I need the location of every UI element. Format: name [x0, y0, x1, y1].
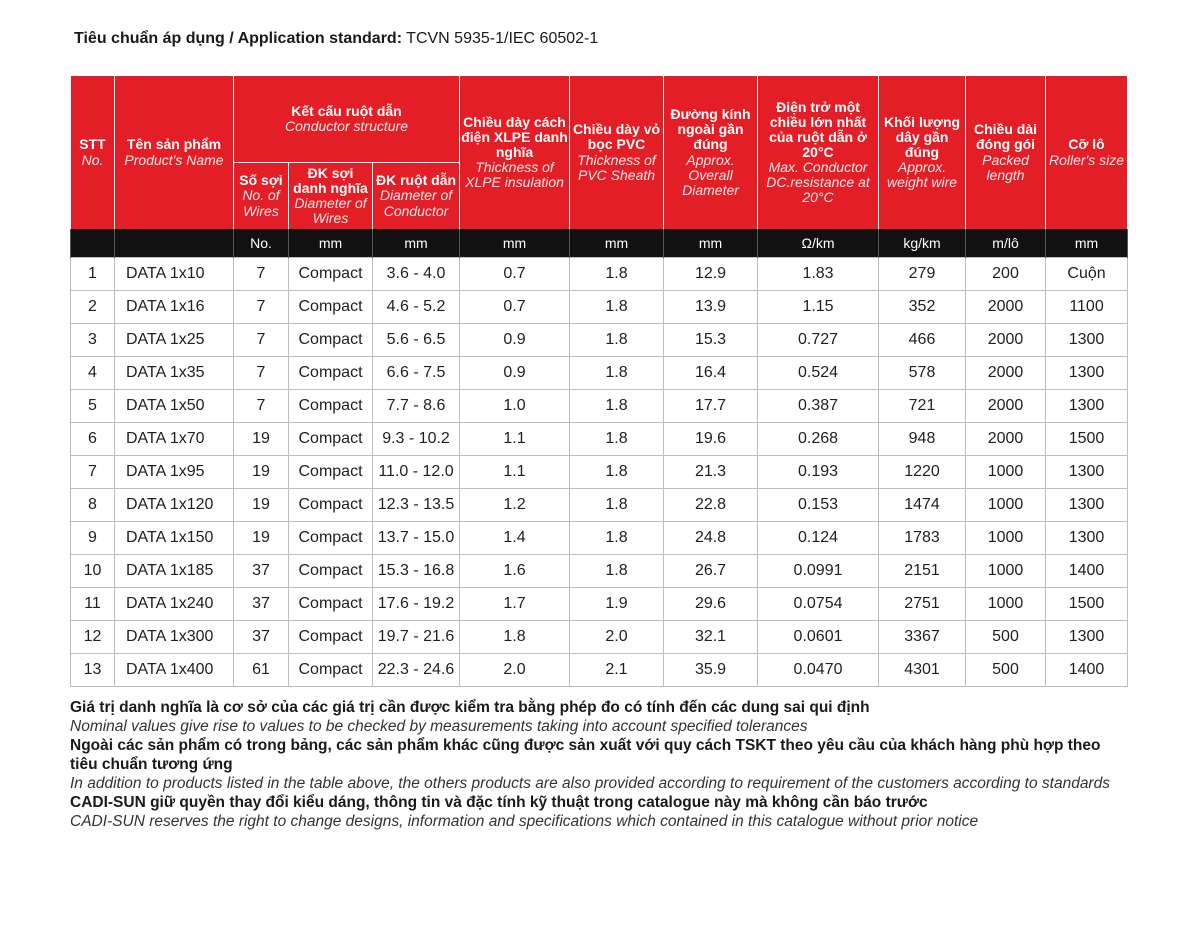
table-cell: 279 [879, 258, 966, 291]
table-cell: Compact [289, 522, 373, 555]
table-cell: 2751 [879, 588, 966, 621]
table-cell: 7 [234, 324, 289, 357]
table-cell: 500 [966, 654, 1046, 687]
product-name-cell: DATA 1x70 [115, 423, 234, 456]
table-cell: 4301 [879, 654, 966, 687]
table-cell: 1.8 [570, 555, 664, 588]
table-cell: 1.15 [758, 291, 879, 324]
table-cell: 2000 [966, 324, 1046, 357]
table-cell: Compact [289, 588, 373, 621]
product-name-cell: DATA 1x185 [115, 555, 234, 588]
product-name-cell: DATA 1x150 [115, 522, 234, 555]
table-cell: 6.6 - 7.5 [373, 357, 460, 390]
table-cell: 1.9 [570, 588, 664, 621]
table-cell: 4 [71, 357, 115, 390]
table-cell: 17.6 - 19.2 [373, 588, 460, 621]
product-name-cell: DATA 1x400 [115, 654, 234, 687]
product-name-cell: DATA 1x300 [115, 621, 234, 654]
table-cell: 1300 [1046, 489, 1128, 522]
product-name-cell: DATA 1x35 [115, 357, 234, 390]
col-length-header: Chiều dài đóng gói Packed length [966, 76, 1046, 229]
table-cell: 15.3 [664, 324, 758, 357]
col-insulation-header: Chiều dày cách điện XLPE danh nghĩa Thickness of XLPE insulation [460, 76, 570, 229]
table-cell: 29.6 [664, 588, 758, 621]
table-cell: 1783 [879, 522, 966, 555]
note-vietnamese: CADI-SUN giữ quyền thay đổi kiểu dáng, thông tin và đặc tính kỹ thuật trong catalogue này mà không cần báo trước [70, 794, 928, 811]
table-cell: 1.83 [758, 258, 879, 291]
header-row-top [71, 76, 1128, 163]
table-cell: 37 [234, 588, 289, 621]
table-cell: 19 [234, 522, 289, 555]
table-row [71, 654, 1128, 687]
table-cell: 15.3 - 16.8 [373, 555, 460, 588]
table-cell: 5.6 - 6.5 [373, 324, 460, 357]
table-cell: 0.524 [758, 357, 879, 390]
footnotes [70, 698, 1130, 831]
table-row [71, 621, 1128, 654]
col-sheath-header: Chiều dày vỏ bọc PVC Thickness of PVC Sheath [570, 76, 664, 229]
table-cell: Cuộn [1046, 258, 1128, 291]
table-cell: 2.1 [570, 654, 664, 687]
table-cell: 5 [71, 390, 115, 423]
table-cell: 1000 [966, 588, 1046, 621]
table-cell: 0.9 [460, 357, 570, 390]
table-cell: 32.1 [664, 621, 758, 654]
table-cell: 1.1 [460, 456, 570, 489]
table-cell: 2.0 [460, 654, 570, 687]
application-standard [74, 30, 598, 48]
table-cell: 1500 [1046, 588, 1128, 621]
table-cell: 19.6 [664, 423, 758, 456]
table-cell: 11 [71, 588, 115, 621]
table-cell: 1.8 [570, 489, 664, 522]
table-cell: 12.3 - 13.5 [373, 489, 460, 522]
table-cell: 3.6 - 4.0 [373, 258, 460, 291]
table-cell: 0.0470 [758, 654, 879, 687]
table-cell: 37 [234, 621, 289, 654]
conductor-structure-header: Kết cấu ruột dẫn Conductor structure [234, 76, 460, 163]
table-row [71, 588, 1128, 621]
table-cell: 2000 [966, 357, 1046, 390]
table-cell: 1 [71, 258, 115, 291]
units-row [71, 229, 1128, 258]
table-cell: 1.6 [460, 555, 570, 588]
table-cell: 1000 [966, 555, 1046, 588]
note-vietnamese: Giá trị danh nghĩa là cơ sở của các giá trị cần được kiểm tra bằng phép đo có tính đến các dung sai qui định [70, 699, 870, 716]
table-cell: 1220 [879, 456, 966, 489]
table-cell: 7 [234, 291, 289, 324]
table-cell: 0.0991 [758, 555, 879, 588]
table-cell: 1.8 [570, 291, 664, 324]
note-vietnamese: Ngoài các sản phẩm có trong bảng, các sản phẩm khác cũng được sản xuất với quy cách TSKT theo yêu cầu của khách hàng phù hợp theo tiêu chuẩn tương ứng [70, 737, 1101, 773]
table-row [71, 357, 1128, 390]
product-name-cell: DATA 1x120 [115, 489, 234, 522]
table-cell: 1400 [1046, 654, 1128, 687]
table-cell: 9.3 - 10.2 [373, 423, 460, 456]
unit-cell: m/lô [966, 229, 1046, 258]
unit-cell: No. [234, 229, 289, 258]
col-name-header: Tên sản phẩm Product's Name [115, 76, 234, 229]
table-cell: 22.8 [664, 489, 758, 522]
table-cell: 0.387 [758, 390, 879, 423]
table-cell: 0.153 [758, 489, 879, 522]
table-cell: 13.9 [664, 291, 758, 324]
table-cell: Compact [289, 291, 373, 324]
table-cell: 1.1 [460, 423, 570, 456]
table-cell: 7 [234, 390, 289, 423]
col-stt-header: STT No. [71, 76, 115, 229]
table-cell: Compact [289, 555, 373, 588]
col-resistance-header: Điện trở một chiều lớn nhất của ruột dẫn ở 20°C Max. Conductor DC.resistance at 20°C [758, 76, 879, 229]
unit-cell: mm [289, 229, 373, 258]
table-row [71, 390, 1128, 423]
unit-cell: kg/km [879, 229, 966, 258]
table-cell: 1500 [1046, 423, 1128, 456]
table-cell: 1474 [879, 489, 966, 522]
table-cell: 0.9 [460, 324, 570, 357]
table-cell: Compact [289, 654, 373, 687]
table-row [71, 456, 1128, 489]
table-cell: 1300 [1046, 390, 1128, 423]
table-cell: 352 [879, 291, 966, 324]
table-cell: Compact [289, 357, 373, 390]
table-cell: 1300 [1046, 357, 1128, 390]
table-cell: 1.8 [570, 357, 664, 390]
table-cell: 1400 [1046, 555, 1128, 588]
table-cell: 2000 [966, 291, 1046, 324]
col-overall-diameter-header: Đường kính ngoài gần đúng Approx. Overall Diameter [664, 76, 758, 229]
table-cell: 1.8 [570, 390, 664, 423]
table-cell: 11.0 - 12.0 [373, 456, 460, 489]
table-row [71, 489, 1128, 522]
table-cell: 948 [879, 423, 966, 456]
table-body [71, 258, 1128, 687]
table-cell: 1.8 [460, 621, 570, 654]
table-cell: 8 [71, 489, 115, 522]
product-name-cell: DATA 1x95 [115, 456, 234, 489]
table-cell: 1.8 [570, 324, 664, 357]
table-cell: 2000 [966, 390, 1046, 423]
table-cell: 19 [234, 423, 289, 456]
col-roller-header: Cỡ lô Roller's size [1046, 76, 1128, 229]
unit-cell: mm [570, 229, 664, 258]
table-cell: Compact [289, 423, 373, 456]
standard-label: Tiêu chuẩn áp dụng / Application standard: [74, 30, 403, 47]
table-cell: 16.4 [664, 357, 758, 390]
table-cell: 19.7 - 21.6 [373, 621, 460, 654]
product-name-cell: DATA 1x10 [115, 258, 234, 291]
table-cell: 3367 [879, 621, 966, 654]
unit-cell: mm [460, 229, 570, 258]
product-name-cell: DATA 1x240 [115, 588, 234, 621]
table-cell: Compact [289, 258, 373, 291]
table-cell: 61 [234, 654, 289, 687]
table-cell: 1.8 [570, 423, 664, 456]
table-cell: 7.7 - 8.6 [373, 390, 460, 423]
table-cell: 1.8 [570, 258, 664, 291]
table-row [71, 258, 1128, 291]
table-cell: 500 [966, 621, 1046, 654]
table-cell: 17.7 [664, 390, 758, 423]
product-name-cell: DATA 1x50 [115, 390, 234, 423]
table-cell: 0.7 [460, 258, 570, 291]
table-cell: 2151 [879, 555, 966, 588]
table-cell: 1000 [966, 489, 1046, 522]
col-wire-diameter-header: ĐK sợi danh nghĩa Diameter of Wires [289, 163, 373, 230]
table-cell: 0.193 [758, 456, 879, 489]
table-cell: 3 [71, 324, 115, 357]
unit-cell [115, 229, 234, 258]
table-cell: 12.9 [664, 258, 758, 291]
table-cell: 1.4 [460, 522, 570, 555]
table-cell: 1.8 [570, 456, 664, 489]
table-row [71, 324, 1128, 357]
table-cell: 13.7 - 15.0 [373, 522, 460, 555]
table-row [71, 423, 1128, 456]
table-cell: 1.2 [460, 489, 570, 522]
table-cell: 1.0 [460, 390, 570, 423]
table-cell: 1300 [1046, 456, 1128, 489]
table-cell: 578 [879, 357, 966, 390]
table-cell: 21.3 [664, 456, 758, 489]
table-cell: 19 [234, 456, 289, 489]
table-cell: 0.727 [758, 324, 879, 357]
table-cell: 37 [234, 555, 289, 588]
table-cell: 200 [966, 258, 1046, 291]
col-wires-header: Số sợi No. of Wires [234, 163, 289, 230]
table-cell: 1000 [966, 522, 1046, 555]
table-cell: 2.0 [570, 621, 664, 654]
table-cell: 0.0754 [758, 588, 879, 621]
table-cell: 7 [234, 357, 289, 390]
table-cell: 13 [71, 654, 115, 687]
unit-cell: mm [373, 229, 460, 258]
table-cell: 1300 [1046, 522, 1128, 555]
unit-cell: mm [664, 229, 758, 258]
table-row [71, 555, 1128, 588]
table-row [71, 291, 1128, 324]
table-cell: 9 [71, 522, 115, 555]
table-cell: 26.7 [664, 555, 758, 588]
unit-cell: Ω/km [758, 229, 879, 258]
table-cell: 6 [71, 423, 115, 456]
table-cell: Compact [289, 324, 373, 357]
table-cell: 721 [879, 390, 966, 423]
note-english: CADI-SUN reserves the right to change designs, information and specifications which contained in this catalogue without prior notice [70, 813, 979, 830]
table-cell: 466 [879, 324, 966, 357]
table-cell: 0.268 [758, 423, 879, 456]
table-cell: 0.0601 [758, 621, 879, 654]
table-cell: Compact [289, 456, 373, 489]
note-english: In addition to products listed in the table above, the others products are also provided according to requirement of the customers according to standards [70, 775, 1110, 792]
cable-spec-table [70, 76, 1128, 687]
table-cell: 2 [71, 291, 115, 324]
note-english: Nominal values give rise to values to be checked by measurements taking into account specified tolerances [70, 718, 808, 735]
table-cell: 19 [234, 489, 289, 522]
table-cell: 1000 [966, 456, 1046, 489]
table-cell: 1.7 [460, 588, 570, 621]
table-cell: 4.6 - 5.2 [373, 291, 460, 324]
table-cell: Compact [289, 489, 373, 522]
table-cell: 24.8 [664, 522, 758, 555]
table-cell: 2000 [966, 423, 1046, 456]
table-cell: 12 [71, 621, 115, 654]
table-cell: Compact [289, 390, 373, 423]
table-cell: Compact [289, 621, 373, 654]
unit-cell [71, 229, 115, 258]
standard-value: TCVN 5935-1/IEC 60502-1 [406, 30, 599, 47]
product-name-cell: DATA 1x25 [115, 324, 234, 357]
table-cell: 7 [71, 456, 115, 489]
unit-cell: mm [1046, 229, 1128, 258]
table-cell: 1300 [1046, 324, 1128, 357]
table-cell: 35.9 [664, 654, 758, 687]
table-cell: 0.124 [758, 522, 879, 555]
table-row [71, 522, 1128, 555]
table-cell: 1300 [1046, 621, 1128, 654]
table-cell: 22.3 - 24.6 [373, 654, 460, 687]
table-cell: 0.7 [460, 291, 570, 324]
table-cell: 7 [234, 258, 289, 291]
col-weight-header: Khối lượng dây gần đúng Approx. weight wire [879, 76, 966, 229]
table-cell: 1.8 [570, 522, 664, 555]
col-conductor-diameter-header: ĐK ruột dẫn Diameter of Conductor [373, 163, 460, 230]
table-cell: 1100 [1046, 291, 1128, 324]
product-name-cell: DATA 1x16 [115, 291, 234, 324]
table-cell: 10 [71, 555, 115, 588]
